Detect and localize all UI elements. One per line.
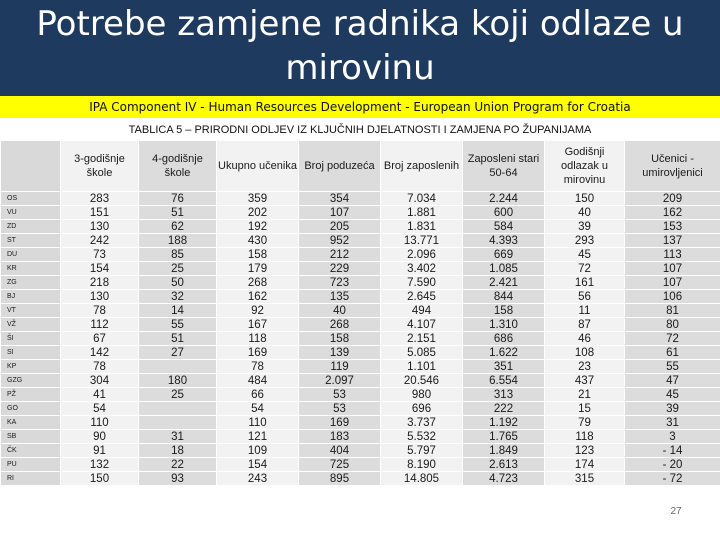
cell-total-students: 154 — [217, 458, 299, 472]
cell-annual-retirement: 46 — [545, 332, 625, 346]
cell-employees-50-64: 1.622 — [463, 346, 545, 360]
cell-3yr-schools: 151 — [61, 206, 139, 220]
cell-3yr-schools: 90 — [61, 430, 139, 444]
cell-annual-retirement: 161 — [545, 276, 625, 290]
cell-companies: 725 — [299, 458, 381, 472]
cell-total-students: 118 — [217, 332, 299, 346]
cell-annual-retirement: 315 — [545, 472, 625, 486]
cell-students-minus-retirees: 106 — [625, 290, 720, 304]
cell-employees-50-64: 1.085 — [463, 262, 545, 276]
cell-annual-retirement: 39 — [545, 220, 625, 234]
cell-total-students: 179 — [217, 262, 299, 276]
table-row — [1, 374, 720, 388]
cell-county-code: GO — [1, 402, 61, 416]
cell-3yr-schools: 283 — [61, 192, 139, 206]
cell-companies: 107 — [299, 206, 381, 220]
cell-3yr-schools: 132 — [61, 458, 139, 472]
cell-students-minus-retirees: 47 — [625, 374, 720, 388]
cell-companies: 169 — [299, 416, 381, 430]
cell-employees: 5.532 — [381, 430, 463, 444]
header-cell-county — [1, 141, 61, 192]
cell-4yr-schools — [139, 416, 217, 430]
cell-3yr-schools: 130 — [61, 290, 139, 304]
cell-students-minus-retirees: 107 — [625, 276, 720, 290]
cell-3yr-schools: 242 — [61, 234, 139, 248]
cell-employees-50-64: 844 — [463, 290, 545, 304]
cell-annual-retirement: 23 — [545, 360, 625, 374]
cell-employees-50-64: 1.192 — [463, 416, 545, 430]
cell-4yr-schools: 18 — [139, 444, 217, 458]
cell-employees: 2.645 — [381, 290, 463, 304]
cell-4yr-schools: 31 — [139, 430, 217, 444]
cell-annual-retirement: 174 — [545, 458, 625, 472]
cell-employees: 696 — [381, 402, 463, 416]
cell-employees-50-64: 2.613 — [463, 458, 545, 472]
cell-county-code: PU — [1, 458, 61, 472]
cell-county-code: ČK — [1, 444, 61, 458]
cell-students-minus-retirees: 55 — [625, 360, 720, 374]
cell-county-code: ZG — [1, 276, 61, 290]
cell-annual-retirement: 108 — [545, 346, 625, 360]
cell-annual-retirement: 293 — [545, 234, 625, 248]
cell-companies: 952 — [299, 234, 381, 248]
cell-4yr-schools: 25 — [139, 262, 217, 276]
cell-employees-50-64: 1.765 — [463, 430, 545, 444]
cell-students-minus-retirees: 3 — [625, 430, 720, 444]
cell-county-code: SB — [1, 430, 61, 444]
table-row — [1, 220, 720, 234]
cell-companies: 205 — [299, 220, 381, 234]
cell-total-students: 158 — [217, 248, 299, 262]
cell-employees-50-64: 351 — [463, 360, 545, 374]
cell-students-minus-retirees: - 14 — [625, 444, 720, 458]
cell-3yr-schools: 78 — [61, 360, 139, 374]
cell-companies: 53 — [299, 388, 381, 402]
cell-companies: 268 — [299, 318, 381, 332]
cell-county-code: BJ — [1, 290, 61, 304]
cell-annual-retirement: 123 — [545, 444, 625, 458]
cell-total-students: 169 — [217, 346, 299, 360]
header-cell-employees-50-64: Zaposleni stari 50-64 — [463, 141, 545, 192]
cell-county-code: KA — [1, 416, 61, 430]
cell-annual-retirement: 40 — [545, 206, 625, 220]
cell-total-students: 430 — [217, 234, 299, 248]
cell-employees-50-64: 313 — [463, 388, 545, 402]
cell-employees: 14.805 — [381, 472, 463, 486]
table-caption: TABLICA 5 – PRIRODNI ODLJEV IZ KLJUČNIH DJELATNOSTI I ZAMJENA PO ŽUPANIJAMA — [128, 124, 592, 136]
slide-title: Potrebe zamjene radnika koji odlaze u mirovinu — [36, 4, 684, 88]
cell-4yr-schools: 27 — [139, 346, 217, 360]
cell-county-code: ST — [1, 234, 61, 248]
cell-3yr-schools: 78 — [61, 304, 139, 318]
cell-total-students: 268 — [217, 276, 299, 290]
cell-companies: 53 — [299, 402, 381, 416]
cell-3yr-schools: 110 — [61, 416, 139, 430]
cell-employees: 5.797 — [381, 444, 463, 458]
header-cell-total-students: Ukupno učenika — [217, 141, 299, 192]
cell-annual-retirement: 150 — [545, 192, 625, 206]
cell-4yr-schools: 85 — [139, 248, 217, 262]
cell-students-minus-retirees: 137 — [625, 234, 720, 248]
cell-annual-retirement: 79 — [545, 416, 625, 430]
cell-3yr-schools: 91 — [61, 444, 139, 458]
table-row — [1, 360, 720, 374]
cell-annual-retirement: 11 — [545, 304, 625, 318]
cell-employees: 5.085 — [381, 346, 463, 360]
table-row — [1, 416, 720, 430]
cell-annual-retirement: 45 — [545, 248, 625, 262]
cell-3yr-schools: 73 — [61, 248, 139, 262]
cell-annual-retirement: 87 — [545, 318, 625, 332]
cell-4yr-schools: 14 — [139, 304, 217, 318]
cell-3yr-schools: 218 — [61, 276, 139, 290]
cell-4yr-schools: 55 — [139, 318, 217, 332]
page-number: 27 — [670, 506, 682, 517]
cell-employees: 7.590 — [381, 276, 463, 290]
cell-total-students: 243 — [217, 472, 299, 486]
cell-total-students: 54 — [217, 402, 299, 416]
cell-companies: 119 — [299, 360, 381, 374]
cell-employees: 3.737 — [381, 416, 463, 430]
cell-students-minus-retirees: 107 — [625, 262, 720, 276]
cell-employees: 13.771 — [381, 234, 463, 248]
cell-total-students: 110 — [217, 416, 299, 430]
cell-employees-50-64: 6.554 — [463, 374, 545, 388]
table-row — [1, 234, 720, 248]
cell-companies: 139 — [299, 346, 381, 360]
cell-4yr-schools: 22 — [139, 458, 217, 472]
cell-county-code: OS — [1, 192, 61, 206]
cell-students-minus-retirees: 81 — [625, 304, 720, 318]
cell-companies: 354 — [299, 192, 381, 206]
table-row — [1, 262, 720, 276]
cell-employees-50-64: 686 — [463, 332, 545, 346]
header-cell-4yr-schools: 4-godišnje škole — [139, 141, 217, 192]
cell-companies: 183 — [299, 430, 381, 444]
cell-annual-retirement: 21 — [545, 388, 625, 402]
cell-employees-50-64: 222 — [463, 402, 545, 416]
cell-annual-retirement: 56 — [545, 290, 625, 304]
cell-companies: 723 — [299, 276, 381, 290]
table-row — [1, 472, 720, 486]
program-banner: IPA Component IV - Human Resources Development - European Union Program for Croatia — [0, 96, 720, 118]
table-row — [1, 318, 720, 332]
cell-employees: 494 — [381, 304, 463, 318]
cell-employees-50-64: 600 — [463, 206, 545, 220]
cell-employees: 3.402 — [381, 262, 463, 276]
cell-county-code: KP — [1, 360, 61, 374]
table-row — [1, 458, 720, 472]
cell-total-students: 121 — [217, 430, 299, 444]
header-cell-students-minus-retirees: Učenici - umirovljenici — [625, 141, 720, 192]
cell-employees-50-64: 1.849 — [463, 444, 545, 458]
cell-employees: 1.881 — [381, 206, 463, 220]
cell-4yr-schools — [139, 360, 217, 374]
cell-employees: 1.831 — [381, 220, 463, 234]
cell-companies: 895 — [299, 472, 381, 486]
cell-4yr-schools: 188 — [139, 234, 217, 248]
cell-employees: 980 — [381, 388, 463, 402]
table-row — [1, 276, 720, 290]
cell-employees-50-64: 4.393 — [463, 234, 545, 248]
cell-employees-50-64: 158 — [463, 304, 545, 318]
cell-employees-50-64: 4.723 — [463, 472, 545, 486]
cell-total-students: 92 — [217, 304, 299, 318]
cell-3yr-schools: 150 — [61, 472, 139, 486]
cell-companies: 212 — [299, 248, 381, 262]
cell-companies: 404 — [299, 444, 381, 458]
table-row — [1, 346, 720, 360]
cell-4yr-schools: 93 — [139, 472, 217, 486]
cell-employees-50-64: 2.421 — [463, 276, 545, 290]
cell-county-code: ŠI — [1, 332, 61, 346]
cell-employees: 8.190 — [381, 458, 463, 472]
cell-employees: 2.096 — [381, 248, 463, 262]
cell-students-minus-retirees: 113 — [625, 248, 720, 262]
cell-4yr-schools: 51 — [139, 206, 217, 220]
cell-total-students: 109 — [217, 444, 299, 458]
cell-annual-retirement: 118 — [545, 430, 625, 444]
cell-county-code: GZG — [1, 374, 61, 388]
cell-students-minus-retirees: 72 — [625, 332, 720, 346]
table-row — [1, 430, 720, 444]
cell-3yr-schools: 41 — [61, 388, 139, 402]
cell-county-code: VU — [1, 206, 61, 220]
cell-county-code: DU — [1, 248, 61, 262]
cell-3yr-schools: 154 — [61, 262, 139, 276]
cell-students-minus-retirees: 31 — [625, 416, 720, 430]
cell-total-students: 192 — [217, 220, 299, 234]
cell-employees-50-64: 2.244 — [463, 192, 545, 206]
cell-employees: 20.546 — [381, 374, 463, 388]
data-table — [0, 140, 720, 486]
cell-county-code: ZD — [1, 220, 61, 234]
cell-total-students: 162 — [217, 290, 299, 304]
cell-3yr-schools: 54 — [61, 402, 139, 416]
table-section — [0, 120, 720, 540]
cell-students-minus-retirees: 45 — [625, 388, 720, 402]
cell-4yr-schools: 62 — [139, 220, 217, 234]
table-row — [1, 290, 720, 304]
header-cell-employees: Broj zaposlenih — [381, 141, 463, 192]
cell-4yr-schools: 50 — [139, 276, 217, 290]
header-cell-annual-retirement: Godišnji odlazak u mirovinu — [545, 141, 625, 192]
cell-3yr-schools: 142 — [61, 346, 139, 360]
table-row — [1, 444, 720, 458]
cell-county-code: RI — [1, 472, 61, 486]
cell-4yr-schools: 32 — [139, 290, 217, 304]
cell-companies: 40 — [299, 304, 381, 318]
title-header — [0, 0, 720, 96]
cell-4yr-schools: 76 — [139, 192, 217, 206]
cell-companies: 2.097 — [299, 374, 381, 388]
cell-students-minus-retirees: - 72 — [625, 472, 720, 486]
table-row — [1, 206, 720, 220]
cell-county-code: VŽ — [1, 318, 61, 332]
table-row — [1, 248, 720, 262]
cell-3yr-schools: 112 — [61, 318, 139, 332]
cell-county-code: VT — [1, 304, 61, 318]
cell-total-students: 359 — [217, 192, 299, 206]
cell-total-students: 66 — [217, 388, 299, 402]
cell-annual-retirement: 437 — [545, 374, 625, 388]
table-row — [1, 304, 720, 318]
cell-4yr-schools: 51 — [139, 332, 217, 346]
cell-total-students: 78 — [217, 360, 299, 374]
cell-county-code: PŽ — [1, 388, 61, 402]
cell-3yr-schools: 130 — [61, 220, 139, 234]
table-row — [1, 402, 720, 416]
cell-students-minus-retirees: 39 — [625, 402, 720, 416]
cell-companies: 158 — [299, 332, 381, 346]
cell-3yr-schools: 304 — [61, 374, 139, 388]
cell-employees-50-64: 584 — [463, 220, 545, 234]
cell-total-students: 484 — [217, 374, 299, 388]
cell-total-students: 167 — [217, 318, 299, 332]
table-header-row — [1, 141, 720, 192]
cell-companies: 135 — [299, 290, 381, 304]
table-row — [1, 332, 720, 346]
cell-total-students: 202 — [217, 206, 299, 220]
table-row — [1, 388, 720, 402]
cell-4yr-schools: 25 — [139, 388, 217, 402]
cell-employees: 1.101 — [381, 360, 463, 374]
cell-students-minus-retirees: 80 — [625, 318, 720, 332]
header-cell-companies: Broj poduzeća — [299, 141, 381, 192]
cell-county-code: KR — [1, 262, 61, 276]
cell-county-code: SI — [1, 346, 61, 360]
cell-companies: 229 — [299, 262, 381, 276]
table-row — [1, 192, 720, 206]
cell-3yr-schools: 67 — [61, 332, 139, 346]
cell-students-minus-retirees: 209 — [625, 192, 720, 206]
cell-students-minus-retirees: - 20 — [625, 458, 720, 472]
cell-employees: 7.034 — [381, 192, 463, 206]
cell-annual-retirement: 72 — [545, 262, 625, 276]
cell-students-minus-retirees: 153 — [625, 220, 720, 234]
cell-employees-50-64: 1.310 — [463, 318, 545, 332]
cell-employees-50-64: 669 — [463, 248, 545, 262]
cell-employees: 4.107 — [381, 318, 463, 332]
cell-4yr-schools: 180 — [139, 374, 217, 388]
header-cell-3yr-schools: 3-godišnje škole — [61, 141, 139, 192]
cell-students-minus-retirees: 61 — [625, 346, 720, 360]
cell-annual-retirement: 15 — [545, 402, 625, 416]
cell-4yr-schools — [139, 402, 217, 416]
cell-students-minus-retirees: 162 — [625, 206, 720, 220]
cell-employees: 2.151 — [381, 332, 463, 346]
